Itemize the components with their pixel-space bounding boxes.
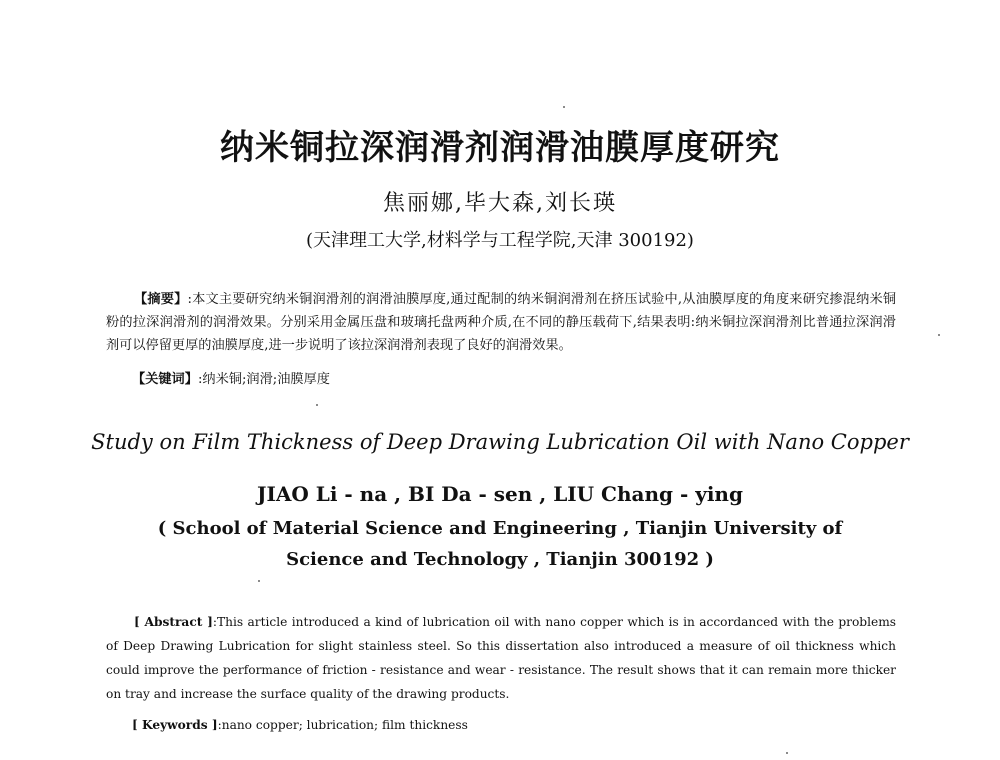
chinese-abstract [106,288,896,357]
english-abstract-text: :This article introduced a kind of lubrication oil with nano copper which is in accordanced with the problems of Deep Drawing Lubrication for slight stainless steel. So this dissertation also introduced a measure of oil thickness which could improve the performance of friction - resistance and wear - resistance. The result shows that it can remain more thicker on tray and increase the surface quality of the drawing products. [106,615,897,701]
scan-speck [563,106,565,108]
chinese-keywords [132,368,330,387]
english-keywords-label: [ Keywords ] [132,718,218,732]
chinese-title: 纳米铜拉深润滑剂润滑油膜厚度研究 [220,128,780,168]
scan-speck [938,334,940,336]
chinese-abstract-text: :本文主要研究纳米铜润滑剂的润滑油膜厚度,通过配制的纳米铜润滑剂在挤压试验中,从油膜厚度的角度来研究掺混纳米铜粉的拉深润滑剂的润滑效果。分别采用金属压盘和玻璃托盘两种介质,在不同的静压载荷下,结果表明:纳米铜拉深润滑剂比普通拉深润滑剂可以停留更厚的油膜厚度,进一步说明了该拉深润滑剂表现了良好的润滑效果。 [106,292,897,353]
english-keywords [132,718,468,732]
english-title: Study on Film Thickness of Deep Drawing Lubrication Oil with Nano Copper [91,430,909,454]
chinese-keywords-text: :纳米铜;润滑;油膜厚度 [197,372,330,387]
english-abstract-label: [ Abstract ] [134,615,213,629]
chinese-authors: 焦丽娜,毕大森,刘长瑛 [383,191,617,216]
english-keywords-text: :nano copper; lubrication; film thickness [217,718,468,732]
chinese-abstract-label: 【摘要】 [134,292,188,307]
scan-speck [786,752,788,754]
chinese-affiliation: (天津理工大学,材料学与工程学院,天津 300192) [306,230,694,251]
scan-speck [316,404,318,406]
english-affiliation: ( School of Material Science and Engineering , Tianjin University of Science and Technology , Tianjin 300192 ) [157,518,843,570]
english-authors: JIAO Li - na , BI Da - sen , LIU Chang - ying [257,482,743,506]
chinese-keywords-label: 【关键词】 [132,372,198,387]
scan-speck [258,580,260,582]
english-abstract [106,610,896,706]
